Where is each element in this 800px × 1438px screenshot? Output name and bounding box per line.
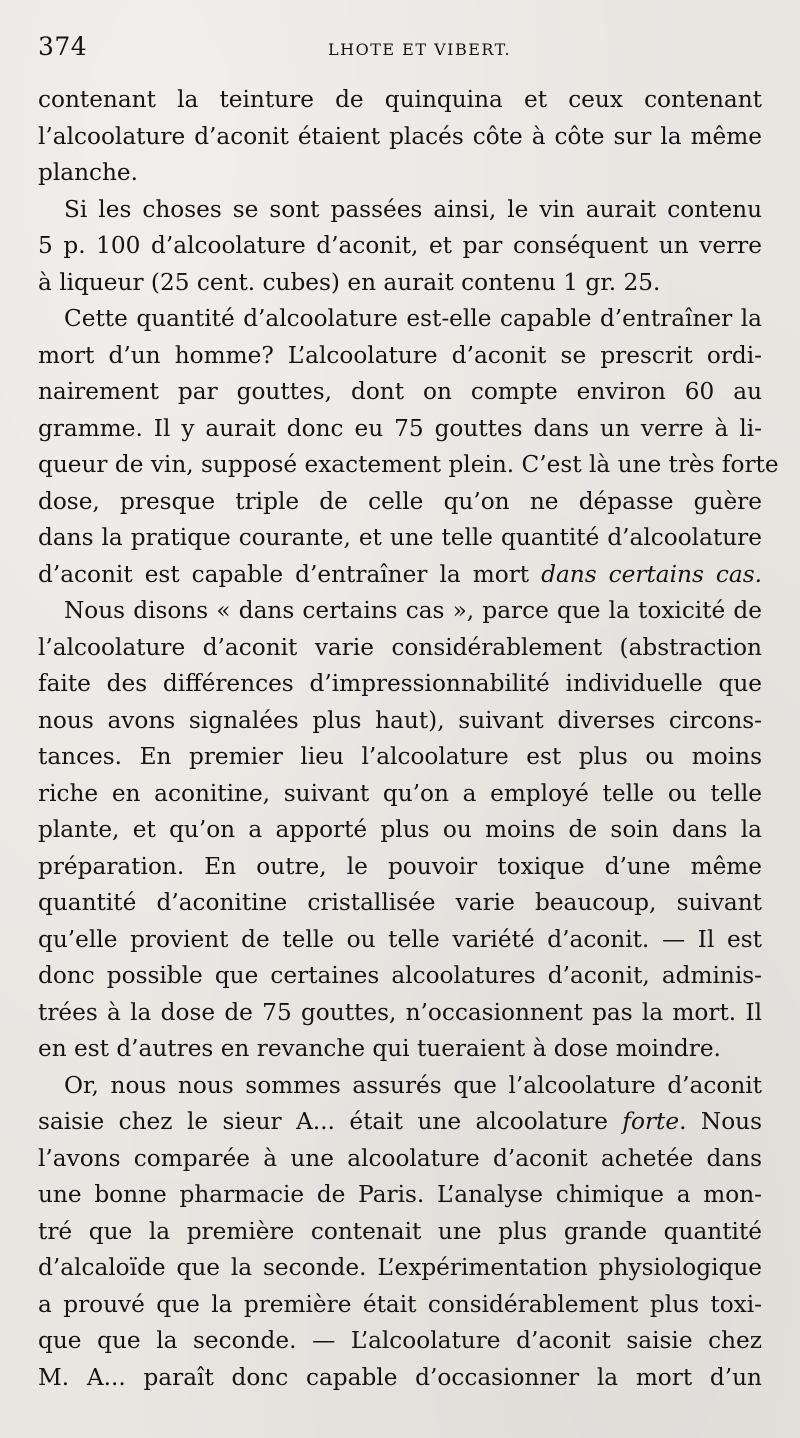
text-line: plante, et qu’on a apporté plus ou moins de soin dans la — [38, 816, 762, 843]
text-line: queur de vin, supposé exactement plein. C’est là une très forte — [38, 451, 779, 478]
text-line: quantité d’aconitine cristallisée varie beaucoup, suivant — [38, 889, 762, 916]
text-line: a prouvé que la première était considérablement plus toxi- — [38, 1290, 762, 1318]
text-line-start: d’aconit est capable d’entraîner la mort — [38, 560, 542, 588]
text-line: à liqueur (25 cent. cubes) en aurait contenu 1 gr. 25. — [38, 268, 661, 296]
text-line: l’alcoolature d’aconit varie considérablement (abstraction — [38, 633, 762, 661]
text-line: contenant la teinture de quinquina et ceux contenant — [38, 86, 762, 113]
text-line: qu’elle provient de telle ou telle variété d’aconit. — Il est — [38, 925, 762, 953]
italic-phrase: dans certains cas. — [541, 560, 762, 588]
text-line: Si les choses se sont passées ainsi, le vin aurait contenu — [64, 195, 762, 223]
text-line: que que la seconde. — L’alcoolature d’aconit saisie chez — [38, 1327, 762, 1354]
text-line: Nous disons « dans certains cas », parce que la toxicité de — [64, 597, 762, 624]
paragraph-1 — [38, 82, 762, 192]
italic-word: forte — [622, 1108, 680, 1135]
text-line: en est d’autres en revanche qui tueraient à dose moindre. — [38, 1035, 721, 1062]
paragraph-5 — [38, 1068, 762, 1397]
text-line-start: saisie chez le sieur A... était une alcoolature — [38, 1108, 623, 1135]
text-line: planche. — [38, 159, 139, 186]
text-line: M. A... paraît donc capable d’occasionner la mort d’un — [38, 1363, 762, 1391]
text-line: préparation. En outre, le pouvoir toxique d’une même — [38, 852, 762, 880]
body-text — [38, 82, 779, 1396]
text-line: nous avons signalées plus haut), suivant diverses circons- — [38, 706, 762, 734]
text-line — [38, 1104, 762, 1141]
text-line: l’avons comparée à une alcoolature d’aconit achetée dans — [38, 1144, 762, 1172]
text-line — [38, 557, 762, 594]
text-line: dose, presque triple de celle qu’on ne dépasse guère — [38, 487, 762, 515]
text-line: riche en aconitine, suivant qu’on a employé telle ou telle — [38, 779, 762, 807]
text-line-end: . Nous — [679, 1108, 763, 1135]
page-number: 374 — [38, 32, 88, 61]
text-line: tré que la première contenait une plus grande quantité — [38, 1217, 762, 1245]
text-line: faite des différences d’impressionnabilité individuelle que — [38, 670, 762, 697]
text-line: dans la pratique courante, et une telle quantité d’alcoolature — [38, 524, 762, 551]
running-head — [38, 32, 762, 72]
text-line: nairement par gouttes, dont on compte environ 60 au — [38, 378, 762, 405]
text-line: tances. En premier lieu l’alcoolature est plus ou moins — [38, 743, 762, 770]
text-line: d’alcaloïde que la seconde. L’expérimentation physiologique — [38, 1254, 762, 1281]
text-line: mort d’un homme? L’alcoolature d’aconit se prescrit ordi- — [38, 341, 762, 369]
text-line: Or, nous nous sommes assurés que l’alcoolature d’aconit — [64, 1071, 762, 1099]
text-line: Cette quantité d’alcoolature est-elle capable d’entraîner la — [64, 305, 762, 332]
running-title: LHOTE ET VIBERT. — [328, 40, 512, 59]
text-line: l’alcoolature d’aconit étaient placés côte à côte sur la même — [38, 122, 762, 150]
text-line: trées à la dose de 75 gouttes, n’occasionnent pas la mort. Il — [38, 998, 762, 1026]
text-line: 5 p. 100 d’alcoolature d’aconit, et par conséquent un verre — [38, 232, 762, 259]
text-line: donc possible que certaines alcoolatures d’aconit, adminis- — [38, 962, 762, 989]
text-line: gramme. Il y aurait donc eu 75 gouttes dans un verre à li- — [38, 414, 762, 442]
paragraph-4 — [38, 593, 762, 1068]
text-line: une bonne pharmacie de Paris. L’analyse chimique a mon- — [38, 1181, 762, 1208]
paragraph-2 — [38, 192, 762, 302]
paragraph-3 — [38, 301, 779, 593]
